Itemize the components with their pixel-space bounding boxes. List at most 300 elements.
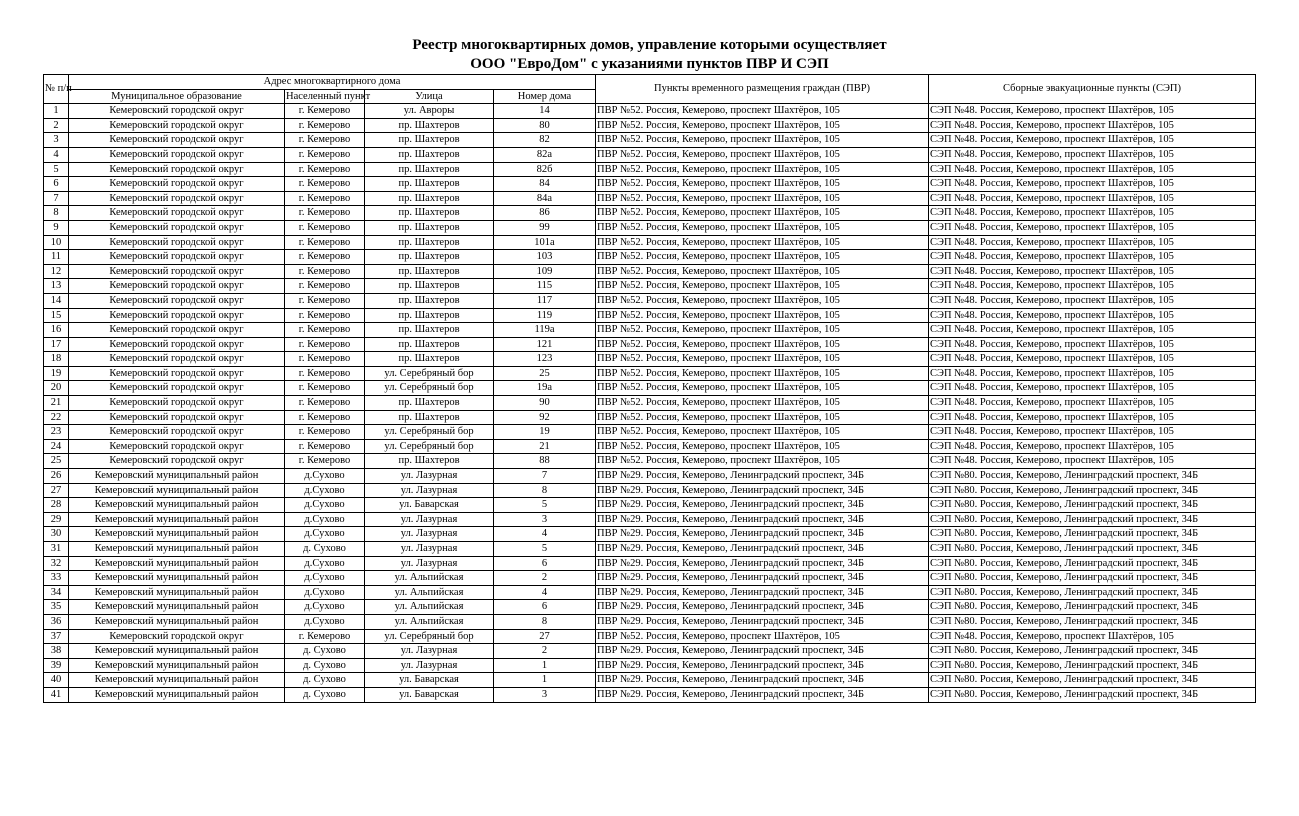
cell-street: ул. Лазурная (365, 527, 494, 542)
cell-sep: СЭП №80. Россия, Кемерово, Ленинградский проспект, 34Б (929, 498, 1256, 513)
cell-sep: СЭП №80. Россия, Кемерово, Ленинградский проспект, 34Б (929, 600, 1256, 615)
cell-pvr: ПВР №52. Россия, Кемерово, проспект Шахтёров, 105 (596, 352, 929, 367)
cell-locality: г. Кемерово (285, 396, 365, 411)
table-row (44, 556, 1256, 571)
table-row (44, 571, 1256, 586)
cell-locality: д.Сухово (285, 527, 365, 542)
cell-sep: СЭП №48. Россия, Кемерово, проспект Шахтёров, 105 (929, 410, 1256, 425)
cell-municipality: Кемеровский городской округ (69, 366, 285, 381)
cell-locality: г. Кемерово (285, 250, 365, 265)
cell-pvr: ПВР №52. Россия, Кемерово, проспект Шахтёров, 105 (596, 206, 929, 221)
cell-street: ул. Серебряный бор (365, 366, 494, 381)
cell-municipality: Кемеровский муниципальный район (69, 542, 285, 557)
cell-municipality: Кемеровский городской округ (69, 381, 285, 396)
cell-street: пр. Шахтеров (365, 308, 494, 323)
table-row (44, 264, 1256, 279)
cell-pvr: ПВР №52. Россия, Кемерово, проспект Шахтёров, 105 (596, 381, 929, 396)
cell-house: 8 (494, 483, 596, 498)
cell-number: 11 (44, 250, 69, 265)
cell-locality: г. Кемерово (285, 352, 365, 367)
cell-locality: д.Сухово (285, 469, 365, 484)
cell-number: 13 (44, 279, 69, 294)
cell-sep: СЭП №80. Россия, Кемерово, Ленинградский проспект, 34Б (929, 556, 1256, 571)
cell-locality: д. Сухово (285, 673, 365, 688)
cell-municipality: Кемеровский городской округ (69, 162, 285, 177)
cell-sep: СЭП №48. Россия, Кемерово, проспект Шахтёров, 105 (929, 396, 1256, 411)
column-header-pvr: Пункты временного размещения граждан (ПВР) (596, 75, 929, 104)
cell-number: 22 (44, 410, 69, 425)
cell-municipality: Кемеровский городской округ (69, 396, 285, 411)
table-row (44, 454, 1256, 469)
cell-house: 99 (494, 220, 596, 235)
cell-street: пр. Шахтеров (365, 337, 494, 352)
cell-locality: г. Кемерово (285, 323, 365, 338)
cell-pvr: ПВР №29. Россия, Кемерово, Ленинградский проспект, 34Б (596, 483, 929, 498)
table-row (44, 439, 1256, 454)
table-row (44, 177, 1256, 192)
cell-sep: СЭП №48. Россия, Кемерово, проспект Шахтёров, 105 (929, 118, 1256, 133)
document-title-line2: ООО "ЕвроДом" с указаниями пунктов ПВР И СЭП (470, 56, 829, 72)
cell-house: 6 (494, 556, 596, 571)
cell-street: пр. Шахтеров (365, 220, 494, 235)
cell-house: 21 (494, 439, 596, 454)
cell-street: пр. Шахтеров (365, 118, 494, 133)
table-row (44, 410, 1256, 425)
cell-house: 121 (494, 337, 596, 352)
cell-number: 6 (44, 177, 69, 192)
cell-pvr: ПВР №52. Россия, Кемерово, проспект Шахтёров, 105 (596, 323, 929, 338)
cell-municipality: Кемеровский муниципальный район (69, 614, 285, 629)
cell-locality: г. Кемерово (285, 366, 365, 381)
cell-municipality: Кемеровский городской округ (69, 206, 285, 221)
cell-locality: г. Кемерово (285, 381, 365, 396)
cell-sep: СЭП №48. Россия, Кемерово, проспект Шахтёров, 105 (929, 454, 1256, 469)
cell-municipality: Кемеровский муниципальный район (69, 498, 285, 513)
cell-locality: д. Сухово (285, 542, 365, 557)
cell-number: 35 (44, 600, 69, 615)
column-header-sep: Сборные эвакуационные пункты (СЭП) (929, 75, 1256, 104)
cell-number: 40 (44, 673, 69, 688)
table-row (44, 381, 1256, 396)
cell-street: ул. Лазурная (365, 556, 494, 571)
cell-pvr: ПВР №29. Россия, Кемерово, Ленинградский проспект, 34Б (596, 527, 929, 542)
cell-number: 31 (44, 542, 69, 557)
cell-street: пр. Шахтеров (365, 147, 494, 162)
cell-sep: СЭП №80. Россия, Кемерово, Ленинградский проспект, 34Б (929, 483, 1256, 498)
cell-number: 20 (44, 381, 69, 396)
cell-street: пр. Шахтеров (365, 235, 494, 250)
cell-pvr: ПВР №29. Россия, Кемерово, Ленинградский проспект, 34Б (596, 469, 929, 484)
cell-locality: г. Кемерово (285, 439, 365, 454)
table-row (44, 352, 1256, 367)
cell-pvr: ПВР №52. Россия, Кемерово, проспект Шахтёров, 105 (596, 410, 929, 425)
cell-number: 14 (44, 293, 69, 308)
cell-number: 24 (44, 439, 69, 454)
cell-sep: СЭП №48. Россия, Кемерово, проспект Шахтёров, 105 (929, 235, 1256, 250)
cell-street: ул. Лазурная (365, 483, 494, 498)
cell-number: 37 (44, 629, 69, 644)
cell-municipality: Кемеровский городской округ (69, 352, 285, 367)
cell-house: 25 (494, 366, 596, 381)
cell-municipality: Кемеровский городской округ (69, 264, 285, 279)
table-row (44, 308, 1256, 323)
cell-sep: СЭП №48. Россия, Кемерово, проспект Шахтёров, 105 (929, 629, 1256, 644)
cell-house: 80 (494, 118, 596, 133)
cell-house: 14 (494, 104, 596, 119)
cell-pvr: ПВР №29. Россия, Кемерово, Ленинградский проспект, 34Б (596, 556, 929, 571)
cell-number: 1 (44, 104, 69, 119)
cell-locality: г. Кемерово (285, 629, 365, 644)
cell-pvr: ПВР №29. Россия, Кемерово, Ленинградский проспект, 34Б (596, 687, 929, 702)
cell-locality: г. Кемерово (285, 191, 365, 206)
table-row (44, 469, 1256, 484)
table-row (44, 366, 1256, 381)
cell-street: пр. Шахтеров (365, 177, 494, 192)
table-row (44, 629, 1256, 644)
table-row (44, 614, 1256, 629)
cell-locality: д.Сухово (285, 512, 365, 527)
cell-sep: СЭП №48. Россия, Кемерово, проспект Шахтёров, 105 (929, 177, 1256, 192)
cell-municipality: Кемеровский городской округ (69, 147, 285, 162)
cell-number: 12 (44, 264, 69, 279)
cell-house: 84 (494, 177, 596, 192)
table-row (44, 600, 1256, 615)
cell-house: 19 (494, 425, 596, 440)
cell-sep: СЭП №48. Россия, Кемерово, проспект Шахтёров, 105 (929, 425, 1256, 440)
cell-pvr: ПВР №29. Россия, Кемерово, Ленинградский проспект, 34Б (596, 644, 929, 659)
cell-sep: СЭП №80. Россия, Кемерово, Ленинградский проспект, 34Б (929, 469, 1256, 484)
cell-pvr: ПВР №52. Россия, Кемерово, проспект Шахтёров, 105 (596, 366, 929, 381)
table-row (44, 483, 1256, 498)
cell-sep: СЭП №48. Россия, Кемерово, проспект Шахтёров, 105 (929, 381, 1256, 396)
cell-number: 28 (44, 498, 69, 513)
cell-municipality: Кемеровский городской округ (69, 279, 285, 294)
cell-house: 109 (494, 264, 596, 279)
table-row (44, 673, 1256, 688)
cell-pvr: ПВР №29. Россия, Кемерово, Ленинградский проспект, 34Б (596, 512, 929, 527)
cell-pvr: ПВР №52. Россия, Кемерово, проспект Шахтёров, 105 (596, 133, 929, 148)
cell-locality: г. Кемерово (285, 410, 365, 425)
column-header-number: № п/п (44, 75, 69, 104)
cell-house: 5 (494, 542, 596, 557)
cell-locality: д.Сухово (285, 585, 365, 600)
cell-sep: СЭП №48. Россия, Кемерово, проспект Шахтёров, 105 (929, 323, 1256, 338)
table-row (44, 512, 1256, 527)
cell-sep: СЭП №80. Россия, Кемерово, Ленинградский проспект, 34Б (929, 658, 1256, 673)
cell-street: пр. Шахтеров (365, 133, 494, 148)
cell-sep: СЭП №80. Россия, Кемерово, Ленинградский проспект, 34Б (929, 673, 1256, 688)
cell-house: 8 (494, 614, 596, 629)
cell-municipality: Кемеровский муниципальный район (69, 644, 285, 659)
cell-sep: СЭП №48. Россия, Кемерово, проспект Шахтёров, 105 (929, 191, 1256, 206)
table-row (44, 585, 1256, 600)
cell-municipality: Кемеровский городской округ (69, 410, 285, 425)
cell-locality: г. Кемерово (285, 104, 365, 119)
cell-sep: СЭП №48. Россия, Кемерово, проспект Шахтёров, 105 (929, 147, 1256, 162)
cell-pvr: ПВР №29. Россия, Кемерово, Ленинградский проспект, 34Б (596, 571, 929, 586)
cell-pvr: ПВР №52. Россия, Кемерово, проспект Шахтёров, 105 (596, 191, 929, 206)
cell-pvr: ПВР №52. Россия, Кемерово, проспект Шахтёров, 105 (596, 220, 929, 235)
cell-house: 4 (494, 527, 596, 542)
cell-number: 23 (44, 425, 69, 440)
cell-municipality: Кемеровский городской округ (69, 177, 285, 192)
cell-sep: СЭП №48. Россия, Кемерово, проспект Шахтёров, 105 (929, 264, 1256, 279)
cell-number: 39 (44, 658, 69, 673)
cell-house: 82а (494, 147, 596, 162)
cell-number: 21 (44, 396, 69, 411)
table-row (44, 658, 1256, 673)
cell-pvr: ПВР №52. Россия, Кемерово, проспект Шахтёров, 105 (596, 279, 929, 294)
cell-pvr: ПВР №52. Россия, Кемерово, проспект Шахтёров, 105 (596, 235, 929, 250)
cell-municipality: Кемеровский муниципальный район (69, 483, 285, 498)
cell-pvr: ПВР №52. Россия, Кемерово, проспект Шахтёров, 105 (596, 147, 929, 162)
cell-sep: СЭП №80. Россия, Кемерово, Ленинградский проспект, 34Б (929, 571, 1256, 586)
cell-pvr: ПВР №29. Россия, Кемерово, Ленинградский проспект, 34Б (596, 542, 929, 557)
cell-municipality: Кемеровский городской округ (69, 425, 285, 440)
cell-house: 90 (494, 396, 596, 411)
cell-locality: д.Сухово (285, 614, 365, 629)
cell-number: 7 (44, 191, 69, 206)
cell-house: 27 (494, 629, 596, 644)
table-row (44, 235, 1256, 250)
cell-sep: СЭП №48. Россия, Кемерово, проспект Шахтёров, 105 (929, 366, 1256, 381)
table-row (44, 293, 1256, 308)
cell-house: 123 (494, 352, 596, 367)
cell-sep: СЭП №80. Россия, Кемерово, Ленинградский проспект, 34Б (929, 542, 1256, 557)
cell-street: пр. Шахтеров (365, 279, 494, 294)
cell-street: ул. Лазурная (365, 644, 494, 659)
cell-number: 34 (44, 585, 69, 600)
column-header-street: Улица (365, 89, 494, 104)
cell-street: пр. Шахтеров (365, 323, 494, 338)
table-row (44, 337, 1256, 352)
cell-municipality: Кемеровский городской округ (69, 191, 285, 206)
cell-sep: СЭП №48. Россия, Кемерово, проспект Шахтёров, 105 (929, 104, 1256, 119)
cell-street: пр. Шахтеров (365, 352, 494, 367)
cell-house: 84а (494, 191, 596, 206)
cell-pvr: ПВР №52. Россия, Кемерово, проспект Шахтёров, 105 (596, 425, 929, 440)
cell-locality: г. Кемерово (285, 235, 365, 250)
cell-house: 4 (494, 585, 596, 600)
cell-house: 115 (494, 279, 596, 294)
cell-street: пр. Шахтеров (365, 250, 494, 265)
cell-number: 18 (44, 352, 69, 367)
table-row (44, 425, 1256, 440)
cell-municipality: Кемеровский городской округ (69, 235, 285, 250)
cell-locality: д.Сухово (285, 600, 365, 615)
cell-number: 29 (44, 512, 69, 527)
table-row (44, 644, 1256, 659)
cell-municipality: Кемеровский городской округ (69, 629, 285, 644)
cell-sep: СЭП №80. Россия, Кемерово, Ленинградский проспект, 34Б (929, 585, 1256, 600)
cell-number: 15 (44, 308, 69, 323)
cell-number: 3 (44, 133, 69, 148)
cell-street: ул. Лазурная (365, 469, 494, 484)
cell-number: 30 (44, 527, 69, 542)
cell-street: пр. Шахтеров (365, 454, 494, 469)
cell-locality: г. Кемерово (285, 206, 365, 221)
column-header-locality: Населенный пункт (285, 89, 365, 104)
cell-pvr: ПВР №52. Россия, Кемерово, проспект Шахтёров, 105 (596, 629, 929, 644)
cell-street: пр. Шахтеров (365, 162, 494, 177)
cell-municipality: Кемеровский муниципальный район (69, 469, 285, 484)
cell-pvr: ПВР №29. Россия, Кемерово, Ленинградский проспект, 34Б (596, 585, 929, 600)
cell-street: ул. Серебряный бор (365, 381, 494, 396)
cell-house: 82б (494, 162, 596, 177)
cell-pvr: ПВР №52. Россия, Кемерово, проспект Шахтёров, 105 (596, 118, 929, 133)
cell-house: 1 (494, 673, 596, 688)
cell-pvr: ПВР №52. Россия, Кемерово, проспект Шахтёров, 105 (596, 439, 929, 454)
registry-table (43, 74, 1256, 703)
cell-house: 88 (494, 454, 596, 469)
cell-house: 3 (494, 512, 596, 527)
cell-sep: СЭП №48. Россия, Кемерово, проспект Шахтёров, 105 (929, 308, 1256, 323)
cell-street: пр. Шахтеров (365, 264, 494, 279)
table-row (44, 220, 1256, 235)
cell-pvr: ПВР №52. Россия, Кемерово, проспект Шахтёров, 105 (596, 293, 929, 308)
cell-municipality: Кемеровский городской округ (69, 133, 285, 148)
table-row (44, 162, 1256, 177)
cell-house: 92 (494, 410, 596, 425)
cell-street: пр. Шахтеров (365, 396, 494, 411)
cell-pvr: ПВР №52. Россия, Кемерово, проспект Шахтёров, 105 (596, 250, 929, 265)
column-header-house: Номер дома (494, 89, 596, 104)
column-header-municipality: Муниципальное образование (69, 89, 285, 104)
cell-locality: г. Кемерово (285, 220, 365, 235)
cell-locality: г. Кемерово (285, 162, 365, 177)
table-row (44, 279, 1256, 294)
table-row (44, 542, 1256, 557)
cell-locality: г. Кемерово (285, 264, 365, 279)
cell-municipality: Кемеровский муниципальный район (69, 556, 285, 571)
cell-municipality: Кемеровский муниципальный район (69, 658, 285, 673)
cell-house: 2 (494, 571, 596, 586)
table-row (44, 104, 1256, 119)
cell-number: 25 (44, 454, 69, 469)
cell-locality: д.Сухово (285, 571, 365, 586)
cell-house: 103 (494, 250, 596, 265)
cell-sep: СЭП №80. Россия, Кемерово, Ленинградский проспект, 34Б (929, 614, 1256, 629)
cell-pvr: ПВР №52. Россия, Кемерово, проспект Шахтёров, 105 (596, 264, 929, 279)
cell-sep: СЭП №80. Россия, Кемерово, Ленинградский проспект, 34Б (929, 687, 1256, 702)
cell-number: 19 (44, 366, 69, 381)
cell-municipality: Кемеровский муниципальный район (69, 527, 285, 542)
cell-house: 119а (494, 323, 596, 338)
cell-number: 36 (44, 614, 69, 629)
cell-sep: СЭП №48. Россия, Кемерово, проспект Шахтёров, 105 (929, 337, 1256, 352)
cell-house: 1 (494, 658, 596, 673)
cell-locality: д. Сухово (285, 658, 365, 673)
cell-municipality: Кемеровский муниципальный район (69, 687, 285, 702)
table-row (44, 396, 1256, 411)
cell-number: 2 (44, 118, 69, 133)
cell-number: 17 (44, 337, 69, 352)
cell-street: ул. Лазурная (365, 542, 494, 557)
cell-number: 9 (44, 220, 69, 235)
table-row (44, 206, 1256, 221)
cell-street: ул. Альпийская (365, 600, 494, 615)
cell-street: ул. Баварская (365, 673, 494, 688)
cell-street: ул. Серебряный бор (365, 629, 494, 644)
cell-pvr: ПВР №29. Россия, Кемерово, Ленинградский проспект, 34Б (596, 614, 929, 629)
cell-number: 5 (44, 162, 69, 177)
cell-locality: г. Кемерово (285, 147, 365, 162)
cell-pvr: ПВР №52. Россия, Кемерово, проспект Шахтёров, 105 (596, 177, 929, 192)
cell-locality: г. Кемерово (285, 133, 365, 148)
cell-number: 27 (44, 483, 69, 498)
table-row (44, 147, 1256, 162)
cell-street: ул. Баварская (365, 498, 494, 513)
cell-municipality: Кемеровский муниципальный район (69, 600, 285, 615)
cell-house: 7 (494, 469, 596, 484)
table-header (44, 75, 1256, 104)
cell-pvr: ПВР №52. Россия, Кемерово, проспект Шахтёров, 105 (596, 308, 929, 323)
table-row (44, 191, 1256, 206)
cell-sep: СЭП №48. Россия, Кемерово, проспект Шахтёров, 105 (929, 279, 1256, 294)
table-row (44, 133, 1256, 148)
cell-locality: д. Сухово (285, 687, 365, 702)
table-row (44, 687, 1256, 702)
cell-sep: СЭП №48. Россия, Кемерово, проспект Шахтёров, 105 (929, 250, 1256, 265)
cell-municipality: Кемеровский муниципальный район (69, 571, 285, 586)
table-row (44, 323, 1256, 338)
cell-street: ул. Серебряный бор (365, 425, 494, 440)
cell-pvr: ПВР №29. Россия, Кемерово, Ленинградский проспект, 34Б (596, 498, 929, 513)
cell-number: 33 (44, 571, 69, 586)
table-row (44, 498, 1256, 513)
cell-locality: д. Сухово (285, 644, 365, 659)
cell-municipality: Кемеровский муниципальный район (69, 512, 285, 527)
cell-locality: д.Сухово (285, 483, 365, 498)
cell-street: пр. Шахтеров (365, 191, 494, 206)
cell-municipality: Кемеровский городской округ (69, 250, 285, 265)
cell-house: 2 (494, 644, 596, 659)
cell-pvr: ПВР №52. Россия, Кемерово, проспект Шахтёров, 105 (596, 337, 929, 352)
cell-municipality: Кемеровский городской округ (69, 337, 285, 352)
cell-locality: д.Сухово (285, 556, 365, 571)
cell-pvr: ПВР №29. Россия, Кемерово, Ленинградский проспект, 34Б (596, 600, 929, 615)
cell-pvr: ПВР №29. Россия, Кемерово, Ленинградский проспект, 34Б (596, 673, 929, 688)
cell-sep: СЭП №80. Россия, Кемерово, Ленинградский проспект, 34Б (929, 644, 1256, 659)
cell-number: 8 (44, 206, 69, 221)
cell-municipality: Кемеровский муниципальный район (69, 673, 285, 688)
cell-sep: СЭП №48. Россия, Кемерово, проспект Шахтёров, 105 (929, 206, 1256, 221)
cell-locality: г. Кемерово (285, 454, 365, 469)
column-group-address: Адрес многоквартирного дома (69, 75, 596, 90)
cell-house: 5 (494, 498, 596, 513)
cell-number: 26 (44, 469, 69, 484)
cell-sep: СЭП №48. Россия, Кемерово, проспект Шахтёров, 105 (929, 439, 1256, 454)
cell-number: 38 (44, 644, 69, 659)
cell-municipality: Кемеровский городской округ (69, 308, 285, 323)
cell-locality: д.Сухово (285, 498, 365, 513)
cell-house: 3 (494, 687, 596, 702)
cell-municipality: Кемеровский городской округ (69, 454, 285, 469)
cell-number: 4 (44, 147, 69, 162)
table-row (44, 527, 1256, 542)
table-row (44, 118, 1256, 133)
cell-locality: г. Кемерово (285, 279, 365, 294)
cell-municipality: Кемеровский городской округ (69, 118, 285, 133)
cell-pvr: ПВР №52. Россия, Кемерово, проспект Шахтёров, 105 (596, 396, 929, 411)
cell-house: 101а (494, 235, 596, 250)
cell-house: 119 (494, 308, 596, 323)
cell-street: ул. Лазурная (365, 512, 494, 527)
document-title-line1: Реестр многоквартирных домов, управление которыми осуществляет (412, 37, 887, 53)
cell-sep: СЭП №48. Россия, Кемерово, проспект Шахтёров, 105 (929, 352, 1256, 367)
cell-municipality: Кемеровский городской округ (69, 323, 285, 338)
cell-sep: СЭП №80. Россия, Кемерово, Ленинградский проспект, 34Б (929, 512, 1256, 527)
